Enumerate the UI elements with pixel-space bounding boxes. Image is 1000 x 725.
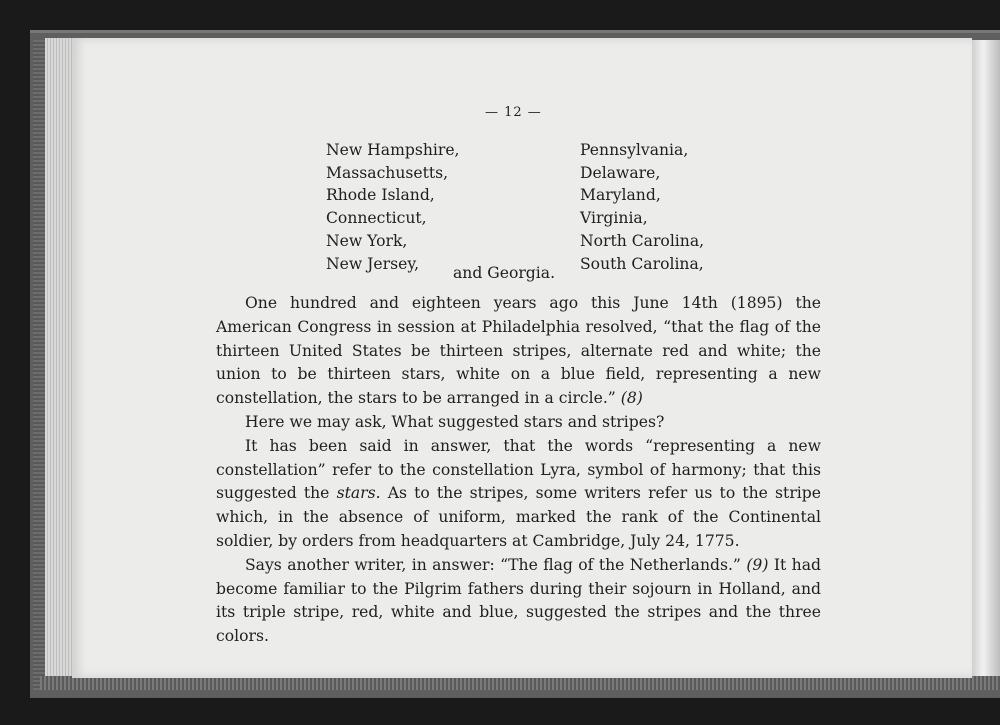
state-item: Rhode Island, — [326, 186, 435, 205]
footnote-ref: (8) — [620, 389, 643, 408]
state-item: Maryland, — [580, 186, 661, 205]
state-item: Pennsylvania, — [580, 141, 689, 159]
state-item: New York, — [326, 231, 408, 250]
adjacent-page-edge — [972, 40, 1000, 680]
state-item: Virginia, — [580, 209, 648, 228]
page-number: — 12 — — [485, 105, 542, 120]
book-spine-edge — [33, 40, 45, 690]
paragraph-text: It had become familiar to the Pilgrim fathers during their sojourn in Holland, and its triple stripe, red, white and blue, suggested the stripes and the three colors. — [216, 555, 821, 646]
paragraph-text: One hundred and eighteen years ago this June 14th (1895) the American Congress in session at Philadelphia resolved, “that the flag of the thirteen United States be thirteen stripes, alternate red and white; the union to be thirteen stars, white on a blue field, representing a new constellation, the stars to be arranged in a circle.” — [216, 294, 821, 408]
states-closing: and Georgia. — [453, 264, 556, 282]
state-item: Massachusetts, — [326, 163, 449, 182]
states-list-left — [326, 139, 460, 275]
state-item: New Jersey, — [326, 254, 420, 273]
paragraph-text: Says another writer, in answer: “The flag of the Netherlands.” — [245, 555, 741, 574]
states-list-right — [580, 139, 704, 275]
footnote-ref: (9) — [746, 555, 769, 574]
page-stack — [45, 38, 75, 676]
state-item: New Hampshire, — [326, 141, 460, 159]
state-item: Connecticut, — [326, 209, 427, 228]
paragraph-text: Here we may ask, What suggested stars and stripes? — [245, 412, 665, 431]
paragraph — [216, 411, 821, 435]
state-item: North Carolina, — [580, 231, 705, 250]
paragraph — [216, 554, 821, 649]
paragraph — [216, 435, 821, 554]
state-item: Delaware, — [580, 163, 661, 182]
state-item: South Carolina, — [580, 254, 704, 273]
emphasis-text: stars. — [336, 484, 381, 503]
body-text — [216, 292, 821, 649]
paragraph — [216, 292, 821, 411]
book-bottom-edge — [40, 676, 1000, 690]
paragraph-text: As to the stripes, some writers refer us to the stripe which, in the absence of uniform, marked the rank of the Continental soldier, by orders from headquarters at Cambridge, July 24, 1775. — [216, 484, 821, 550]
paragraph-text: It has been said in answer, that the words “representing a new constellation” refer to the constellation Lyra, symbol of harmony; that this suggested the — [216, 436, 821, 503]
